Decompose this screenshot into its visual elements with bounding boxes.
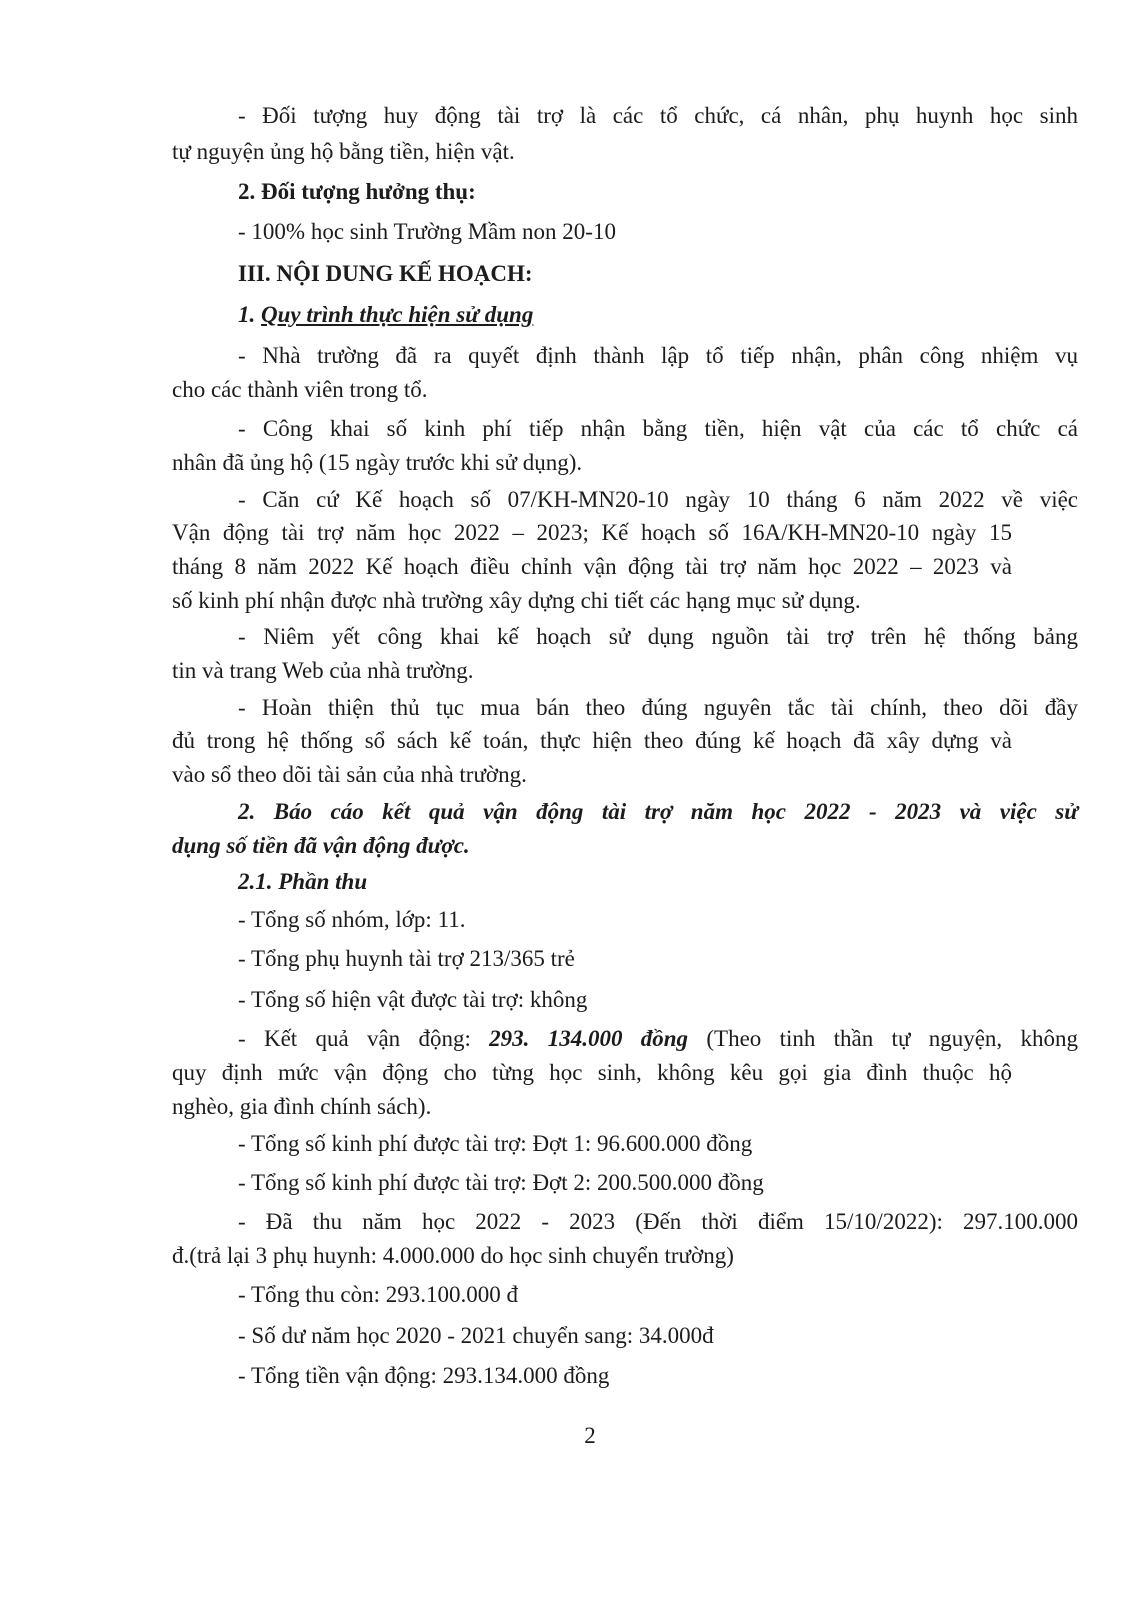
paragraph-line: tháng 8 năm 2022 Kế hoạch điều chỉnh vận động tài trợ năm học 2022 – 2023 và	[172, 554, 1012, 579]
paragraph-line: - Hoàn thiện thủ tục mua bán theo đúng nguyên tắc tài chính, theo dõi đầy	[238, 695, 1078, 720]
subsection-number: 1.	[238, 302, 256, 327]
paragraph-line: nhân đã ủng hộ (15 ngày trước khi sử dụng).	[172, 450, 583, 475]
paragraph-line: - Nhà trường đã ra quyết định thành lập tổ tiếp nhận, phân công nhiệm vụ	[238, 343, 1078, 368]
section-heading: 2. Đối tượng hưởng thụ:	[238, 179, 476, 204]
list-item: - Tổng phụ huynh tài trợ 213/365 trẻ	[238, 946, 575, 971]
paragraph-line: Vận động tài trợ năm học 2022 – 2023; Kế hoạch số 16A/KH-MN20-10 ngày 15	[172, 520, 1012, 545]
paragraph-line	[238, 1027, 1078, 1050]
subsection-heading: 2.1. Phần thu	[238, 869, 368, 894]
paragraph-line: - Đã thu năm học 2022 - 2023 (Đến thời điểm 15/10/2022): 297.100.000	[238, 1209, 1078, 1234]
paragraph-line: - Niêm yết công khai kế hoạch sử dụng nguồn tài trợ trên hệ thống bảng	[238, 624, 1078, 649]
paragraph-line: - Đối tượng huy động tài trợ là các tổ chức, cá nhân, phụ huynh học sinh	[238, 103, 1078, 128]
result-amount: 293. 134.000 đồng	[489, 1026, 689, 1051]
paragraph-line: - 100% học sinh Trường Mầm non 20-10	[238, 219, 616, 244]
list-item: - Tổng số nhóm, lớp: 11.	[238, 907, 466, 932]
paragraph-line: nghèo, gia đình chính sách).	[172, 1094, 432, 1119]
paragraph-line: đ.(trả lại 3 phụ huynh: 4.000.000 do học sinh chuyển trường)	[172, 1243, 734, 1268]
paragraph-line: đủ trong hệ thống sổ sách kế toán, thực hiện theo đúng kế hoạch đã xây dựng và	[172, 728, 1012, 753]
subsection-title: Quy trình thực hiện sử dụng	[261, 302, 534, 327]
list-item: - Tổng tiền vận động: 293.134.000 đồng	[238, 1363, 610, 1388]
section-heading: dụng số tiền đã vận động được.	[172, 833, 470, 858]
paragraph-line: vào sổ theo dõi tài sản của nhà trường.	[172, 762, 527, 787]
section-heading: 2. Báo cáo kết quả vận động tài trợ năm học 2022 - 2023 và việc sử	[238, 799, 1078, 824]
paragraph-line: - Công khai số kinh phí tiếp nhận bằng tiền, hiện vật của các tổ chức cá	[238, 416, 1078, 441]
list-item: - Tổng thu còn: 293.100.000 đ	[238, 1282, 519, 1307]
section-heading: III. NỘI DUNG KẾ HOẠCH:	[238, 261, 533, 286]
paragraph-line: tin và trang Web của nhà trường.	[172, 658, 474, 683]
result-label: - Kết quả vận động:	[238, 1026, 490, 1051]
list-item: - Số dư năm học 2020 - 2021 chuyển sang: 34.000đ	[238, 1323, 714, 1348]
page-number: 2	[584, 1423, 596, 1448]
paragraph-line: số kinh phí nhận được nhà trường xây dựng chi tiết các hạng mục sử dụng.	[172, 588, 861, 613]
list-item: - Tổng số kinh phí được tài trợ: Đợt 2: 200.500.000 đồng	[238, 1170, 764, 1195]
paragraph-line: tự nguyện ủng hộ bằng tiền, hiện vật.	[172, 139, 515, 164]
subsection-heading	[238, 303, 533, 326]
paragraph-line: quy định mức vận động cho từng học sinh, không kêu gọi gia đình thuộc hộ	[172, 1060, 1012, 1085]
result-note: (Theo tinh thần tự nguyện, không	[688, 1026, 1078, 1051]
paragraph-line: cho các thành viên trong tổ.	[172, 377, 428, 402]
list-item: - Tổng số hiện vật được tài trợ: không	[238, 987, 588, 1012]
paragraph-line: - Căn cứ Kế hoạch số 07/KH-MN20-10 ngày 10 tháng 6 năm 2022 về việc	[238, 487, 1078, 512]
list-item: - Tổng số kinh phí được tài trợ: Đợt 1: 96.600.000 đồng	[238, 1131, 753, 1156]
